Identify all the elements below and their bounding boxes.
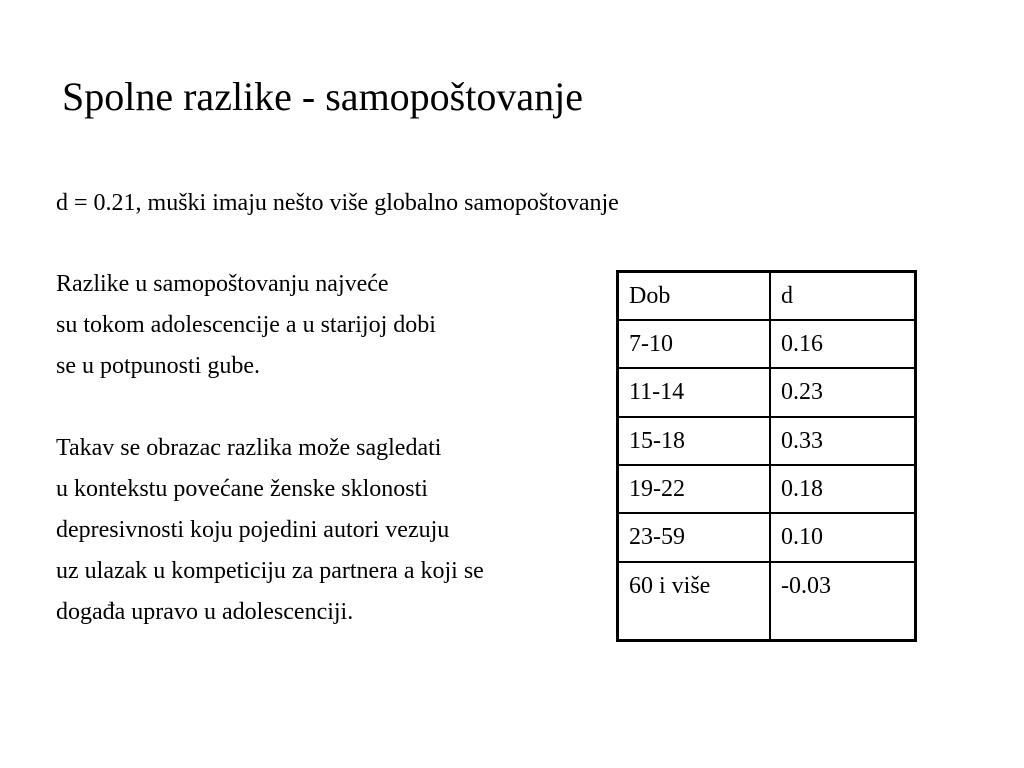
- table-header-row: [618, 272, 916, 320]
- paragraph-line: događa upravo u adolescenciji.: [56, 599, 354, 625]
- paragraph-line: se u potpunosti gube.: [56, 353, 260, 379]
- age-effect-size-table: [616, 270, 917, 642]
- column-header-d: d: [770, 272, 916, 320]
- paragraph-line: Razlike u samopoštovanju najveće: [56, 271, 389, 297]
- column-header-age: Dob: [618, 272, 771, 320]
- paragraph-line: su tokom adolescencije a u starijoj dobi: [56, 312, 436, 338]
- paragraph-line: uz ulazak u kompeticiju za partnera a koji se: [56, 558, 484, 584]
- table-cell-age: 19-22: [618, 465, 771, 513]
- table-cell-age: 60 i više: [618, 562, 771, 641]
- table-cell-age: 23-59: [618, 513, 771, 561]
- table-row: [618, 368, 916, 416]
- table-cell-d: 0.23: [770, 368, 916, 416]
- table-row: [618, 513, 916, 561]
- table-row: [618, 320, 916, 368]
- table-cell-d: 0.16: [770, 320, 916, 368]
- table-cell-age: 15-18: [618, 417, 771, 465]
- table-cell-d: 0.10: [770, 513, 916, 561]
- table-row: [618, 562, 916, 641]
- table-cell-d: 0.18: [770, 465, 916, 513]
- effect-size-summary: d = 0.21, muški imaju nešto više globalno samopoštovanje: [56, 190, 619, 216]
- paragraph-depression-context: [56, 428, 484, 633]
- table-cell-age: 7-10: [618, 320, 771, 368]
- paragraph-age-differences: [56, 264, 436, 387]
- paragraph-line: u kontekstu povećane ženske sklonosti: [56, 476, 428, 502]
- table-cell-d: 0.33: [770, 417, 916, 465]
- table-cell-age: 11-14: [618, 368, 771, 416]
- table-row: [618, 417, 916, 465]
- paragraph-line: depresivnosti koju pojedini autori vezuju: [56, 517, 450, 543]
- slide-title: Spolne razlike - samopoštovanje: [62, 74, 583, 119]
- paragraph-line: Takav se obrazac razlika može sagledati: [56, 435, 442, 461]
- table-cell-d: -0.03: [770, 562, 916, 641]
- table-row: [618, 465, 916, 513]
